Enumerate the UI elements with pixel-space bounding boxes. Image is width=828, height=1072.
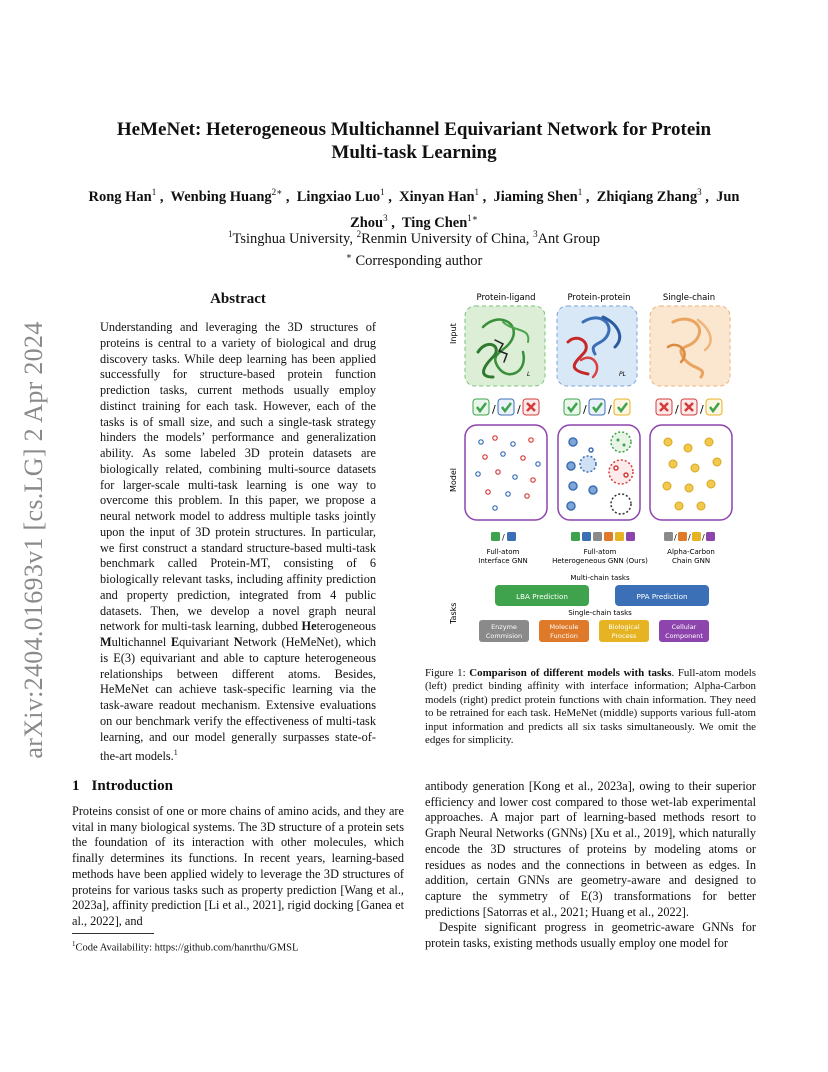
figure-1 [443,282,763,650]
row-label-input: Input [449,323,458,344]
multi-chain-tasks-label: Multi-chain tasks [570,574,630,582]
task-support-row-protein-protein [564,399,630,416]
arxiv-identifier: arXiv:2404.01693v1 [cs.LG] 2 Apr 2024 [19,321,48,759]
svg-text:/: / [688,533,691,542]
task-support-row-single-chain [656,399,722,416]
output-chips-interface-gnn [491,532,516,542]
row-label-model: Model [449,467,458,492]
abstract-text: Understanding and leveraging the 3D structures of proteins is central to a variety of biological and drug discovery tasks. While deep learning has been applied successfully for structure-based protein function prediction tasks, current methods usually employ distinct training for each task. However, each of the tasks is of small size, and such a single-task strategy hinders the models’ performance and generalization ability. As some labeled 3D protein datasets are biologically related, combining multi-source datasets for larger-scale multi-task learning is one way to overcome this problem. In this paper, we propose a neural network model to address multiple tasks jointly upon the input of 3D protein structures. In particular, we first construct a standard structure-based multi-task benchmark called Protein-MT, consisting of 6 biologically relevant tasks, including affinity prediction and property prediction, integrated from 4 public datasets. Then, we develop a novel graph neural network for multi-task learning, dubbed Heterogeneous Multichannel Equivariant Network (HeMeNet), which is E(3) equivariant and able to capture heterogeneous relationships between different atoms. Besides, HeMeNet can achieve task-specific learning via the task-aware readout mechanism. Extensive evaluations on our benchmark verify the effectiveness of multi-task learning, and our model generally surpasses state-of-the-art models.$^1$ [100,320,376,764]
col-header-single-chain: Single-chain [662,293,716,303]
protein-pair-label: PL [619,371,626,378]
svg-text:Biological: Biological [608,623,640,631]
check-icon [498,399,514,415]
paper-title [80,118,748,164]
svg-text:Process: Process [611,632,637,640]
svg-text:PPA Prediction: PPA Prediction [636,592,688,601]
author-name: Jiaming Shen [493,188,578,205]
introduction-text-left: Proteins consist of one or more chains of amino acids, and they are vital in many biological systems. The 3D structure of a protein sets the foundation of its interaction with other molecules, which finally determines its functions. In recent years, learning-based methods have been applied widely to leverage the 3D structures of proteins for various tasks such as property prediction [Wang et al., 2023a], affinity prediction [Li et al., 2021], rigid docking [Ganea et al., 2022], and [72,804,404,928]
model-name-interface-gnn: Interface GNN [478,557,528,565]
author-name: Jun Zhou [350,188,740,231]
svg-text:/: / [517,403,521,416]
model-name-heterogeneous-gnn: Full-atom [583,548,617,556]
ligand-label: L [527,371,531,378]
model-name-heterogeneous-gnn: Heterogeneous GNN (Ours) [552,557,648,565]
svg-text:Component: Component [665,632,703,640]
check-icon [614,399,630,415]
check-icon [589,399,605,415]
output-chips-chain-gnn [664,532,715,542]
task-support-row-protein-ligand [473,399,539,416]
svg-text:/: / [502,533,505,542]
svg-text:/: / [608,403,612,416]
svg-text:/: / [674,533,677,542]
row-label-tasks: Tasks [449,602,458,624]
col-header-protein-ligand: Protein-ligand [476,293,536,303]
single-chain-tasks-label: Single-chain tasks [568,609,632,617]
check-icon [706,399,722,415]
svg-text:Commision: Commision [485,632,523,640]
svg-text:/: / [492,403,496,416]
footnote: $^1$Code Availability: https://github.com/hanrthu/GMSL [72,940,299,954]
svg-text:/: / [583,403,587,416]
title-line-2: Multi-task Learning [331,142,497,163]
svg-text:Cellular: Cellular [671,623,697,631]
footnote-divider [72,933,154,934]
author-name: Lingxiao Luo [296,188,381,205]
title-line-1: HeMeNet: Heterogeneous Multichannel Equivariant Network for Protein [116,119,712,140]
svg-text:Enzyme: Enzyme [491,623,517,631]
svg-text:Molecule: Molecule [549,623,579,631]
author-list: Rong Han$^1$ , Wenbing Huang$^{2∗}$ , Lingxiao Luo$^1$ , Xinyan Han$^1$ , Jiaming Shen$^1$ , Zhiqiang Zhang$^3$ , Jun Zhou$^3$ , Ting Chen$^{1∗}$ [88,187,740,231]
svg-text:LBA Prediction: LBA Prediction [516,592,568,601]
introduction-text-right: antibody generation [Kong et al., 2023a], owing to their superior efficiency and lower cost compared to those wet-lab experimental approaches. A major part of learning-based methods resort to Graph Neural Networks (GNNs) [Xu et al., 2019], which naturally encode the 3D structures of proteins by modeling atoms or residues as nodes and the connections in between as edges. In addition, certain GNNs are geometry-aware and designed to capture the symmetry of E(3) transformations for better predictions [Satorras et al., 2021; Huang et al., 2022]. Despite significant progress in geometric-aware GNNs for protein tasks, existing methods usually employ one model for [425,779,756,951]
check-icon [564,399,580,415]
author-name: Zhiqiang Zhang [596,188,698,205]
affiliations: $^1$Tsinghua University, $^2$Renmin University of China, $^3$Ant Group ∗ Corresponding author [227,229,600,269]
model-name-interface-gnn: Full-atom [486,548,520,556]
figure-caption: Figure 1: Comparison of different models with tasks. Full-atom models (left) predict binding affinity with interface information; Alpha-Carbon models (right) predict protein functions with chain information. They need to be retrained for each task. HeMeNet (middle) supports various full-atom input information and predicts all six tasks simultaneously. We omit the edges for simplicity. [425,667,756,747]
author-name: Xinyan Han [399,188,475,205]
col-header-protein-protein: Protein-protein [567,293,631,303]
model-box-chain-gnn [650,425,732,520]
check-icon [473,399,489,415]
svg-text:/: / [700,403,704,416]
svg-text:/: / [702,533,705,542]
author-name: Wenbing Huang [170,188,272,205]
abstract-heading: Abstract [210,291,266,307]
section-heading-introduction: 1 Introduction [72,778,173,794]
author-name: Ting Chen [401,214,468,231]
output-chips-heterogeneous-gnn [571,532,635,541]
svg-text:/: / [675,403,679,416]
model-name-chain-gnn: Chain GNN [671,557,711,565]
author-name: Rong Han [88,188,152,205]
svg-text:Function: Function [550,632,578,640]
model-name-chain-gnn: Alpha-Carbon [667,548,715,556]
